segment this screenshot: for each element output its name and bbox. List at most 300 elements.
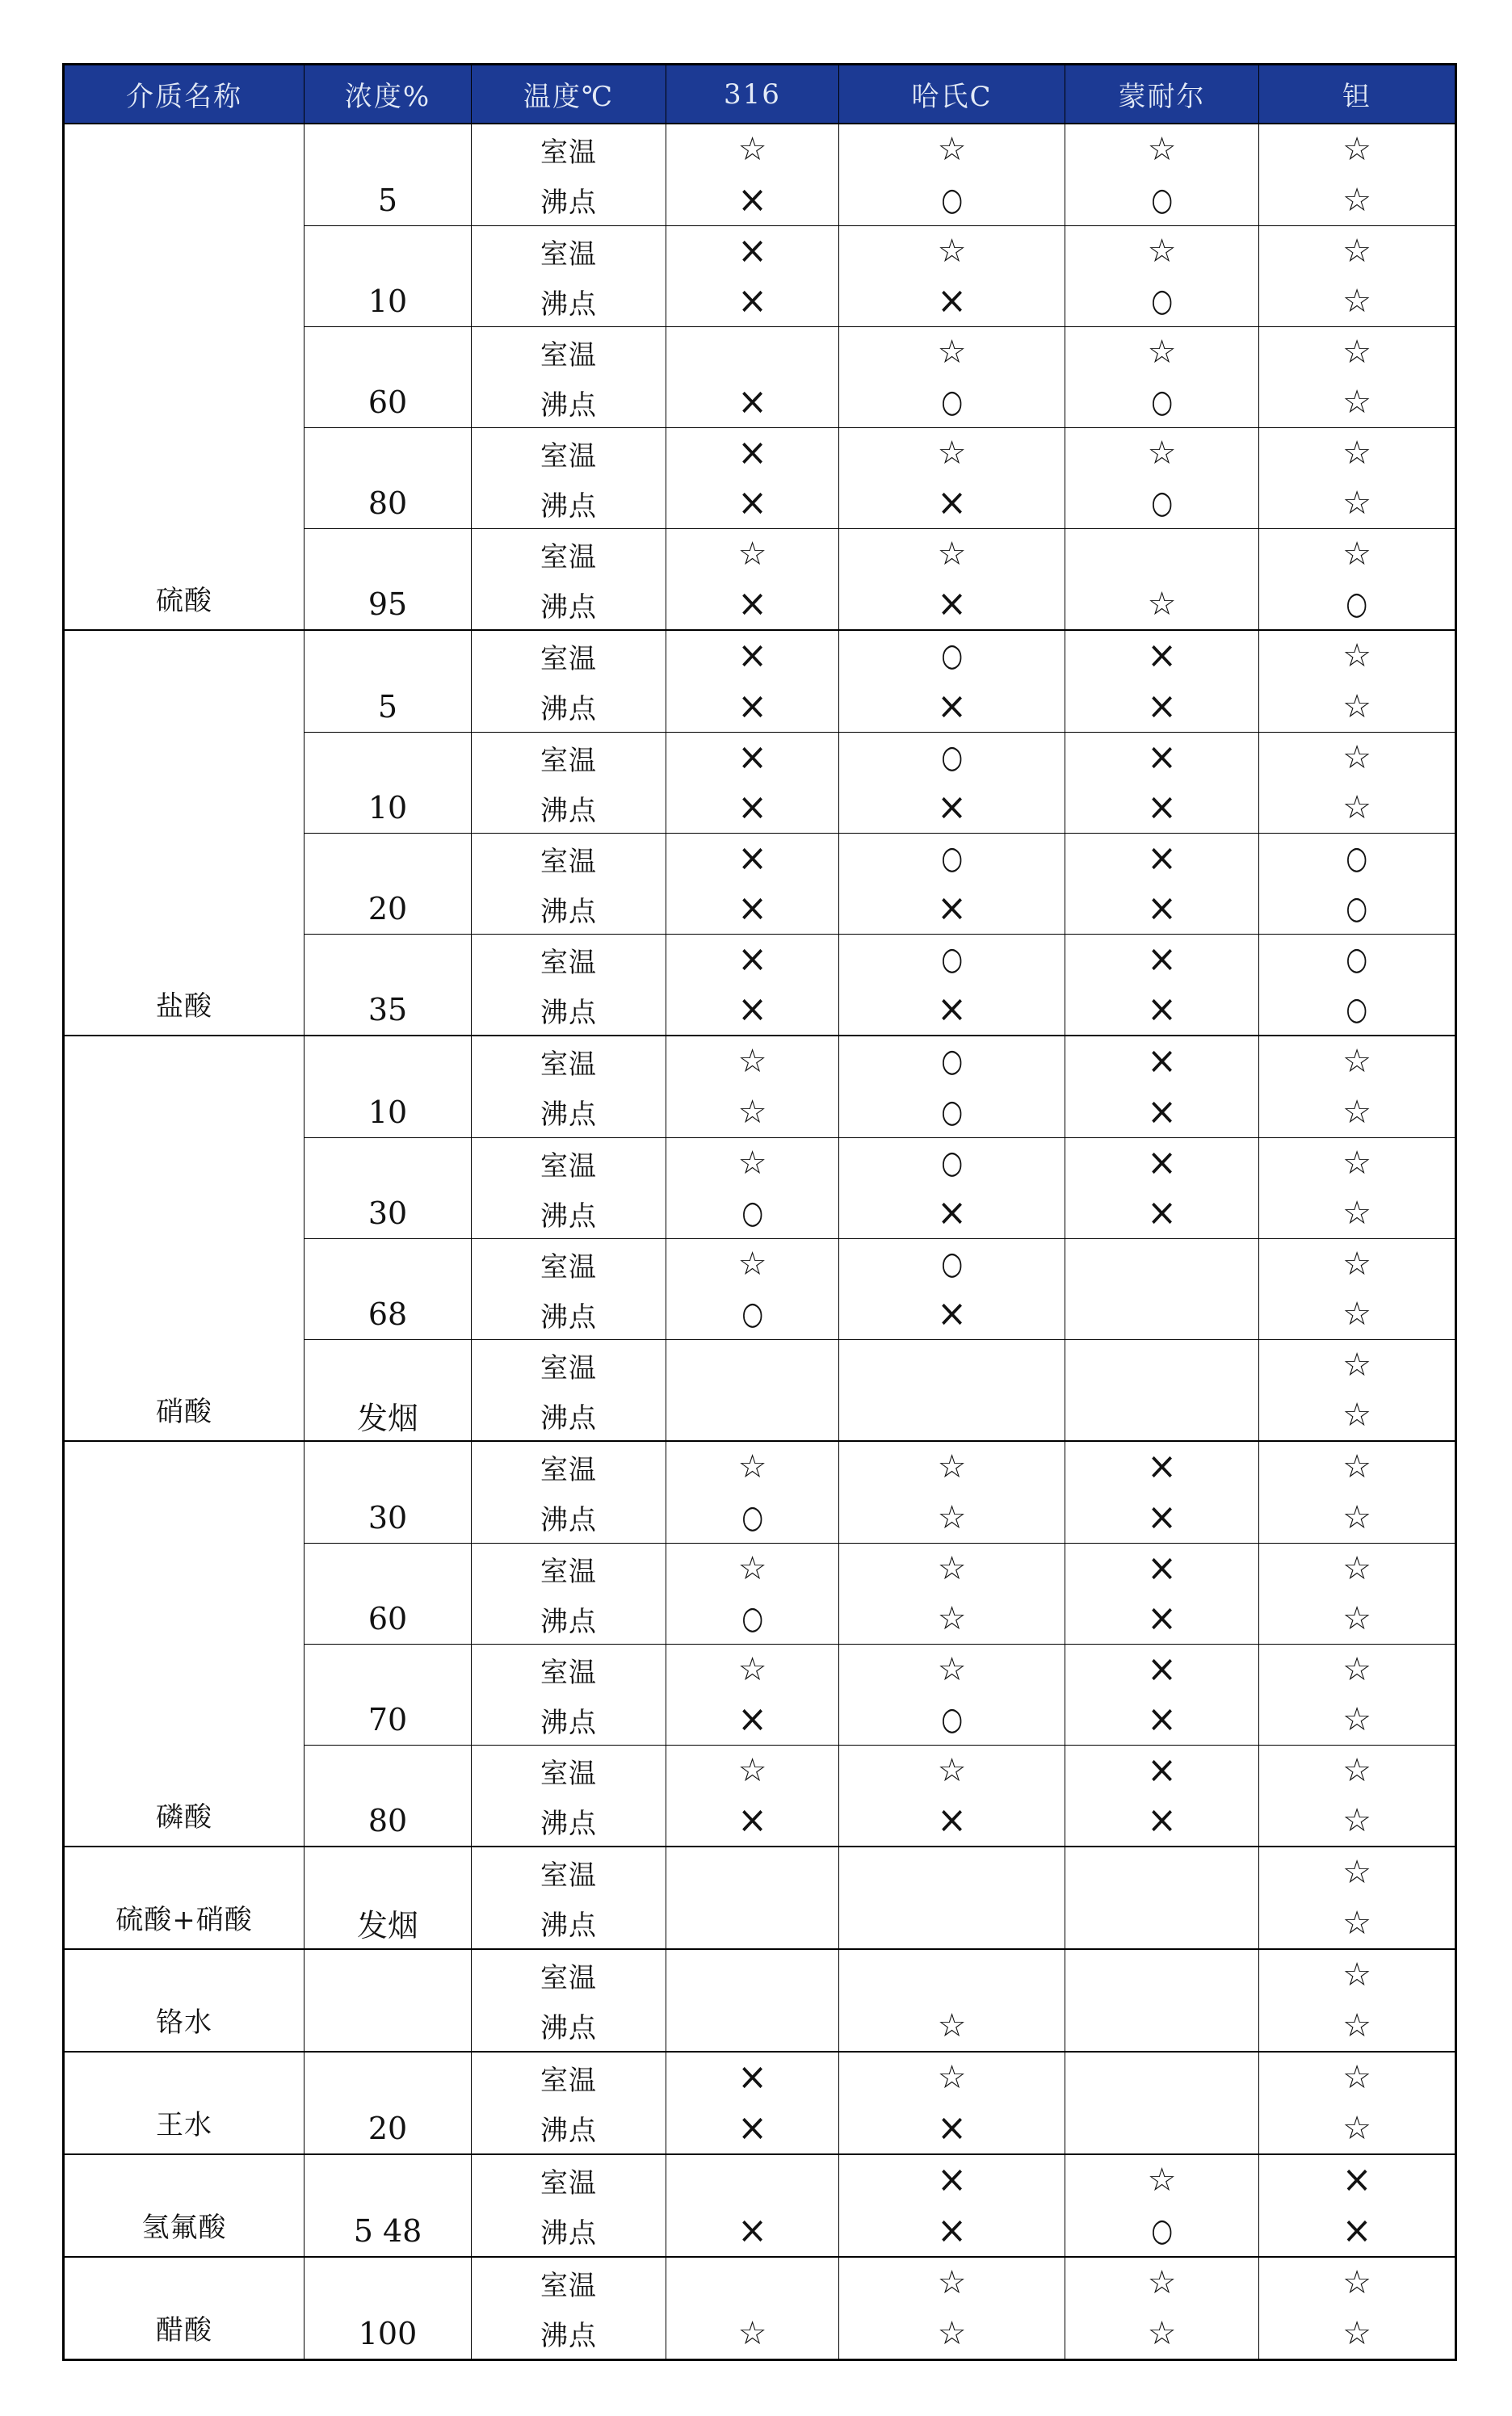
- room-temp-label: 室温: [540, 845, 597, 878]
- table-row: [304, 732, 1455, 833]
- rating-symbol: ×: [737, 2208, 767, 2252]
- medium-group: [65, 1948, 1455, 2051]
- rating-symbol: ×: [737, 785, 767, 830]
- rating-symbol: ×: [937, 2208, 967, 2252]
- column-header-hastelloy-c: 哈氏C: [839, 65, 1065, 123]
- concentration-value: 5: [377, 182, 398, 218]
- boiling-point-label: 沸点: [540, 1807, 597, 1840]
- boiling-point-label: 沸点: [540, 1401, 597, 1435]
- rating-cell-hastelloy-c: [839, 327, 1065, 427]
- temperature-cell: [472, 327, 666, 427]
- rating-symbol: ×: [737, 2106, 767, 2149]
- rating-symbol: ☆: [1342, 1296, 1371, 1333]
- rating-symbol: ☆: [1342, 1651, 1371, 1688]
- rating-cell-316: [666, 1544, 839, 1644]
- spacer: [304, 1340, 471, 1390]
- rating-symbol: ○: [1151, 283, 1173, 319]
- rating-cell-monel: [1065, 1340, 1259, 1440]
- rating-symbol: ×: [937, 1191, 967, 1235]
- temperature-cell: [472, 631, 666, 732]
- rating-symbol: ☆: [1342, 1956, 1371, 1994]
- rating-symbol: ☆: [1342, 1802, 1371, 1839]
- medium-name: 盐酸: [65, 631, 304, 1035]
- rating-symbol: ○: [1151, 182, 1173, 218]
- rating-symbol: ×: [737, 279, 767, 323]
- spacer: [304, 226, 471, 276]
- rating-symbol: ☆: [1342, 384, 1371, 421]
- room-temp-label: 室温: [540, 2269, 597, 2302]
- rating-symbol: ☆: [737, 1093, 767, 1131]
- rating-symbol: ☆: [1342, 2264, 1371, 2302]
- table-row: [304, 1847, 1455, 1948]
- concentration-value: 20: [368, 891, 408, 926]
- concentration-cell: [304, 2258, 472, 2359]
- rating-symbol: ☆: [1342, 1904, 1371, 1942]
- boiling-point-label: 沸点: [540, 1910, 597, 1943]
- rating-symbol: ☆: [737, 2314, 767, 2352]
- rating-symbol: ☆: [1342, 233, 1371, 270]
- rating-symbol: ☆: [937, 1651, 967, 1688]
- rating-symbol: ×: [937, 1798, 967, 1842]
- rating-symbol: ×: [1147, 987, 1177, 1032]
- rating-symbol: ○: [1346, 840, 1368, 876]
- boiling-point-label: 沸点: [540, 490, 597, 523]
- room-temp-label: 室温: [540, 1757, 597, 1790]
- concentration-value: 80: [368, 485, 408, 521]
- rating-cell-316: [666, 1746, 839, 1846]
- rating-symbol: ☆: [1342, 1347, 1371, 1384]
- table-row: [304, 631, 1455, 732]
- rating-symbol: ☆: [1147, 2314, 1177, 2352]
- rating-symbol: ☆: [1147, 586, 1177, 623]
- concentration-value: 5 48: [353, 2212, 422, 2249]
- spacer: [304, 935, 471, 985]
- rating-cell-tantalum: [1259, 1239, 1455, 1339]
- rating-cell-tantalum: [1259, 935, 1455, 1035]
- rating-symbol: ×: [1147, 1495, 1177, 1539]
- rating-cell-monel: [1065, 1544, 1259, 1644]
- room-temp-label: 室温: [540, 642, 597, 675]
- rating-symbol: ☆: [737, 1550, 767, 1587]
- column-header-temperature: 温度℃: [472, 65, 666, 123]
- rating-cell-316: [666, 1340, 839, 1440]
- rating-cell-monel: [1065, 1442, 1259, 1543]
- rating-cell-tantalum: [1259, 124, 1455, 225]
- group-rows: [304, 1442, 1455, 1846]
- rating-symbol: ×: [1147, 1596, 1177, 1641]
- rating-symbol: ×: [937, 481, 967, 525]
- rating-symbol: ×: [1147, 1697, 1177, 1742]
- rating-symbol: ☆: [937, 1448, 967, 1486]
- rating-symbol: ☆: [737, 131, 767, 169]
- boiling-point-label: 沸点: [540, 1200, 597, 1233]
- medium-name: 硫酸: [65, 124, 304, 629]
- temperature-cell: [472, 1950, 666, 2051]
- room-temp-label: 室温: [540, 1555, 597, 1588]
- temperature-cell: [472, 124, 666, 225]
- medium-group: [65, 2153, 1455, 2256]
- concentration-cell: [304, 124, 472, 225]
- rating-cell-hastelloy-c: [839, 1847, 1065, 1948]
- group-rows: [304, 1036, 1455, 1440]
- rating-symbol: ☆: [1147, 131, 1177, 169]
- boiling-point-label: 沸点: [540, 2115, 597, 2148]
- rating-cell-tantalum: [1259, 1138, 1455, 1238]
- table-row: [304, 326, 1455, 427]
- rating-symbol: ☆: [1342, 485, 1371, 522]
- rating-symbol: ×: [737, 836, 767, 880]
- medium-name: 硫酸+硝酸: [65, 1847, 304, 1948]
- rating-cell-hastelloy-c: [839, 529, 1065, 629]
- rating-cell-316: [666, 834, 839, 934]
- boiling-point-label: 沸点: [540, 1300, 597, 1334]
- rating-symbol: ☆: [737, 536, 767, 573]
- temperature-cell: [472, 1847, 666, 1948]
- rating-cell-hastelloy-c: [839, 124, 1065, 225]
- rating-symbol: ☆: [937, 1600, 967, 1637]
- spacer: [304, 1036, 471, 1087]
- table-row: [304, 528, 1455, 629]
- rating-cell-monel: [1065, 1138, 1259, 1238]
- rating-cell-hastelloy-c: [839, 2053, 1065, 2153]
- concentration-value: 10: [368, 1094, 408, 1130]
- rating-cell-tantalum: [1259, 1442, 1455, 1543]
- corrosion-resistance-table: [62, 63, 1457, 2361]
- rating-symbol: ☆: [1342, 536, 1371, 573]
- rating-cell-hastelloy-c: [839, 1645, 1065, 1745]
- rating-symbol: ×: [737, 937, 767, 981]
- rating-symbol: ☆: [937, 233, 967, 270]
- rating-cell-monel: [1065, 2155, 1259, 2256]
- rating-cell-tantalum: [1259, 428, 1455, 528]
- room-temp-label: 室温: [540, 946, 597, 979]
- room-temp-label: 室温: [540, 2064, 597, 2097]
- concentration-cell: [304, 226, 472, 326]
- rating-symbol: ☆: [1342, 181, 1371, 219]
- spacer: [304, 1442, 471, 1493]
- concentration-value: 35: [368, 992, 408, 1027]
- group-rows: [304, 2258, 1455, 2359]
- rating-symbol: ○: [941, 840, 963, 876]
- rating-symbol: ☆: [1147, 2162, 1177, 2200]
- rating-cell-316: [666, 124, 839, 225]
- boiling-point-label: 沸点: [540, 1706, 597, 1739]
- table-header-row: [65, 65, 1455, 124]
- concentration-value: 10: [368, 790, 408, 826]
- rating-symbol: ☆: [1147, 334, 1177, 371]
- medium-name: 硝酸: [65, 1036, 304, 1440]
- spacer: [304, 327, 471, 377]
- rating-cell-tantalum: [1259, 2258, 1455, 2359]
- rating-symbol: ○: [1151, 485, 1173, 521]
- spacer: [304, 529, 471, 579]
- rating-cell-hastelloy-c: [839, 1036, 1065, 1137]
- rating-cell-316: [666, 1239, 839, 1339]
- rating-symbol: ☆: [1342, 739, 1371, 776]
- concentration-cell: [304, 428, 472, 528]
- rating-symbol: ○: [1346, 586, 1368, 622]
- rating-symbol: ☆: [937, 435, 967, 472]
- rating-symbol: ×: [737, 886, 767, 931]
- concentration-value: 68: [368, 1296, 408, 1332]
- concentration-cell: [304, 733, 472, 833]
- rating-symbol: ☆: [937, 131, 967, 169]
- rating-symbol: ×: [937, 2106, 967, 2149]
- boiling-point-label: 沸点: [540, 2012, 597, 2045]
- spacer: [304, 2053, 471, 2103]
- rating-symbol: ☆: [1147, 435, 1177, 472]
- table-row: [304, 225, 1455, 326]
- rating-cell-monel: [1065, 1847, 1259, 1948]
- room-temp-label: 室温: [540, 1250, 597, 1284]
- concentration-cell: [304, 834, 472, 934]
- rating-symbol: ×: [737, 1798, 767, 1842]
- rating-symbol: ×: [737, 380, 767, 424]
- rating-cell-tantalum: [1259, 2053, 1455, 2153]
- rating-cell-316: [666, 1036, 839, 1137]
- rating-cell-tantalum: [1259, 1340, 1455, 1440]
- rating-symbol: ○: [941, 182, 963, 218]
- spacer: [304, 2155, 471, 2206]
- boiling-point-label: 沸点: [540, 288, 597, 321]
- rating-cell-monel: [1065, 631, 1259, 732]
- rating-symbol: ○: [941, 384, 963, 420]
- rating-symbol: ×: [1147, 785, 1177, 830]
- rating-symbol: ☆: [1147, 2264, 1177, 2302]
- rating-symbol: ☆: [1342, 687, 1371, 725]
- temperature-cell: [472, 935, 666, 1035]
- rating-cell-hastelloy-c: [839, 631, 1065, 732]
- room-temp-label: 室温: [540, 338, 597, 372]
- rating-symbol: ☆: [1342, 1397, 1371, 1434]
- rating-cell-tantalum: [1259, 226, 1455, 326]
- rating-cell-hastelloy-c: [839, 226, 1065, 326]
- rating-symbol: ☆: [1342, 1093, 1371, 1131]
- rating-cell-hastelloy-c: [839, 2258, 1065, 2359]
- rating-symbol: ☆: [1342, 1498, 1371, 1536]
- boiling-point-label: 沸点: [540, 2320, 597, 2353]
- temperature-cell: [472, 226, 666, 326]
- rating-symbol: ○: [741, 1600, 763, 1637]
- room-temp-label: 室温: [540, 439, 597, 473]
- concentration-value: 100: [358, 2315, 418, 2351]
- room-temp-label: 室温: [540, 1859, 597, 1892]
- rating-symbol: ☆: [737, 1145, 767, 1182]
- concentration-cell: [304, 327, 472, 427]
- rating-cell-316: [666, 935, 839, 1035]
- spacer: [304, 1645, 471, 1695]
- rating-symbol: ×: [937, 785, 967, 830]
- group-rows: [304, 2053, 1455, 2153]
- temperature-cell: [472, 1544, 666, 1644]
- rating-symbol: ☆: [1342, 1195, 1371, 1232]
- rating-cell-tantalum: [1259, 1950, 1455, 2051]
- concentration-cell: [304, 1544, 472, 1644]
- temperature-cell: [472, 1138, 666, 1238]
- temperature-cell: [472, 2258, 666, 2359]
- spacer: [304, 124, 471, 175]
- rating-symbol: ○: [741, 1296, 763, 1332]
- rating-cell-316: [666, 733, 839, 833]
- rating-symbol: ×: [737, 431, 767, 475]
- rating-symbol: ×: [1147, 1191, 1177, 1235]
- rating-cell-316: [666, 1847, 839, 1948]
- room-temp-label: 室温: [540, 1048, 597, 1081]
- rating-symbol: ○: [941, 1043, 963, 1079]
- temperature-cell: [472, 1442, 666, 1543]
- concentration-cell: [304, 2155, 472, 2256]
- concentration-cell: [304, 1746, 472, 1846]
- rating-symbol: ×: [737, 987, 767, 1032]
- rating-cell-316: [666, 2258, 839, 2359]
- rating-symbol: ×: [1147, 836, 1177, 880]
- rating-symbol: ×: [1147, 633, 1177, 678]
- rating-symbol: ×: [737, 2055, 767, 2099]
- rating-symbol: ☆: [937, 2264, 967, 2302]
- rating-symbol: ☆: [1342, 2109, 1371, 2147]
- rating-symbol: ☆: [737, 1246, 767, 1283]
- rating-cell-316: [666, 529, 839, 629]
- table-row: [304, 2258, 1455, 2359]
- group-rows: [304, 1950, 1455, 2051]
- room-temp-label: 室温: [540, 2166, 597, 2200]
- rating-symbol: ○: [941, 637, 963, 674]
- rating-cell-316: [666, 1138, 839, 1238]
- temperature-cell: [472, 1645, 666, 1745]
- table-body: [65, 124, 1455, 2359]
- rating-symbol: ×: [1147, 1141, 1177, 1185]
- room-temp-label: 室温: [540, 237, 597, 271]
- rating-cell-316: [666, 1645, 839, 1745]
- group-rows: [304, 2155, 1455, 2256]
- room-temp-label: 室温: [540, 136, 597, 169]
- rating-symbol: ○: [1151, 384, 1173, 420]
- concentration-cell: [304, 631, 472, 732]
- rating-symbol: ×: [1147, 1748, 1177, 1792]
- rating-symbol: ○: [941, 941, 963, 977]
- concentration-value: 30: [368, 1195, 408, 1231]
- rating-symbol: ☆: [737, 1043, 767, 1081]
- boiling-point-label: 沸点: [540, 1099, 597, 1132]
- rating-cell-316: [666, 1950, 839, 2051]
- boiling-point-label: 沸点: [540, 1605, 597, 1638]
- spacer: [304, 2258, 471, 2309]
- rating-cell-monel: [1065, 428, 1259, 528]
- rating-symbol: ☆: [737, 1448, 767, 1486]
- rating-symbol: ○: [1346, 890, 1368, 926]
- column-header-monel: 蒙耐尔: [1065, 65, 1259, 123]
- rating-symbol: ☆: [1147, 233, 1177, 270]
- rating-symbol: ×: [1147, 1647, 1177, 1691]
- rating-cell-hastelloy-c: [839, 428, 1065, 528]
- rating-symbol: ☆: [737, 1651, 767, 1688]
- rating-symbol: ☆: [937, 536, 967, 573]
- concentration-value: 60: [368, 1601, 408, 1637]
- table-row: [304, 2053, 1455, 2153]
- rating-cell-monel: [1065, 1746, 1259, 1846]
- temperature-cell: [472, 529, 666, 629]
- rating-cell-monel: [1065, 1950, 1259, 2051]
- rating-cell-316: [666, 327, 839, 427]
- concentration-cell: [304, 1950, 472, 2051]
- rating-symbol: ☆: [1342, 1550, 1371, 1587]
- medium-group: [65, 2256, 1455, 2359]
- medium-group: [65, 1440, 1455, 1846]
- temperature-cell: [472, 1239, 666, 1339]
- rating-cell-monel: [1065, 935, 1259, 1035]
- rating-cell-monel: [1065, 1645, 1259, 1745]
- rating-cell-hastelloy-c: [839, 1340, 1065, 1440]
- rating-symbol: ☆: [937, 334, 967, 371]
- rating-cell-hastelloy-c: [839, 733, 1065, 833]
- table-row: [304, 1950, 1455, 2051]
- rating-symbol: ○: [741, 1499, 763, 1536]
- rating-cell-tantalum: [1259, 1036, 1455, 1137]
- rating-symbol: ×: [737, 735, 767, 779]
- spacer: [304, 1544, 471, 1594]
- rating-symbol: ×: [937, 582, 967, 626]
- concentration-value: 80: [368, 1803, 408, 1838]
- table-row: [304, 1036, 1455, 1137]
- concentration-cell: [304, 1645, 472, 1745]
- rating-cell-hastelloy-c: [839, 1138, 1065, 1238]
- rating-cell-hastelloy-c: [839, 2155, 1065, 2256]
- concentration-cell: [304, 1036, 472, 1137]
- spacer: [304, 834, 471, 884]
- concentration-cell: [304, 1847, 472, 1948]
- rating-symbol: ☆: [1342, 1854, 1371, 1892]
- rating-cell-hastelloy-c: [839, 1239, 1065, 1339]
- rating-symbol: ☆: [1342, 1246, 1371, 1283]
- rating-symbol: ×: [1147, 684, 1177, 728]
- rating-symbol: ×: [1342, 2208, 1372, 2252]
- concentration-value: 10: [368, 284, 408, 319]
- rating-cell-tantalum: [1259, 1544, 1455, 1644]
- rating-cell-monel: [1065, 2053, 1259, 2153]
- group-rows: [304, 631, 1455, 1035]
- rating-symbol: ☆: [1342, 334, 1371, 371]
- rating-cell-tantalum: [1259, 1645, 1455, 1745]
- room-temp-label: 室温: [540, 1149, 597, 1183]
- medium-group: [65, 2051, 1455, 2153]
- rating-cell-316: [666, 2155, 839, 2256]
- spacer: [304, 1138, 471, 1188]
- rating-symbol: ☆: [1342, 131, 1371, 169]
- concentration-value: 5: [377, 688, 398, 725]
- rating-cell-hastelloy-c: [839, 1950, 1065, 2051]
- rating-cell-316: [666, 2053, 839, 2153]
- concentration-value: 发烟: [356, 1908, 418, 1944]
- rating-symbol: ○: [1346, 991, 1368, 1027]
- rating-cell-316: [666, 428, 839, 528]
- rating-symbol: ×: [1342, 2158, 1372, 2202]
- rating-symbol: ×: [1147, 1090, 1177, 1133]
- rating-symbol: ×: [737, 229, 767, 273]
- rating-symbol: ×: [737, 582, 767, 626]
- rating-symbol: ×: [937, 886, 967, 931]
- table-row: [304, 427, 1455, 528]
- rating-cell-hastelloy-c: [839, 1544, 1065, 1644]
- table-row: [304, 833, 1455, 934]
- rating-cell-monel: [1065, 2258, 1259, 2359]
- spacer: [304, 428, 471, 478]
- rating-symbol: ☆: [937, 2059, 967, 2097]
- spacer: [304, 1950, 471, 2001]
- temperature-cell: [472, 2155, 666, 2256]
- column-header-concentration: 浓度%: [304, 65, 472, 123]
- table-row: [304, 1644, 1455, 1745]
- medium-group: [65, 629, 1455, 1035]
